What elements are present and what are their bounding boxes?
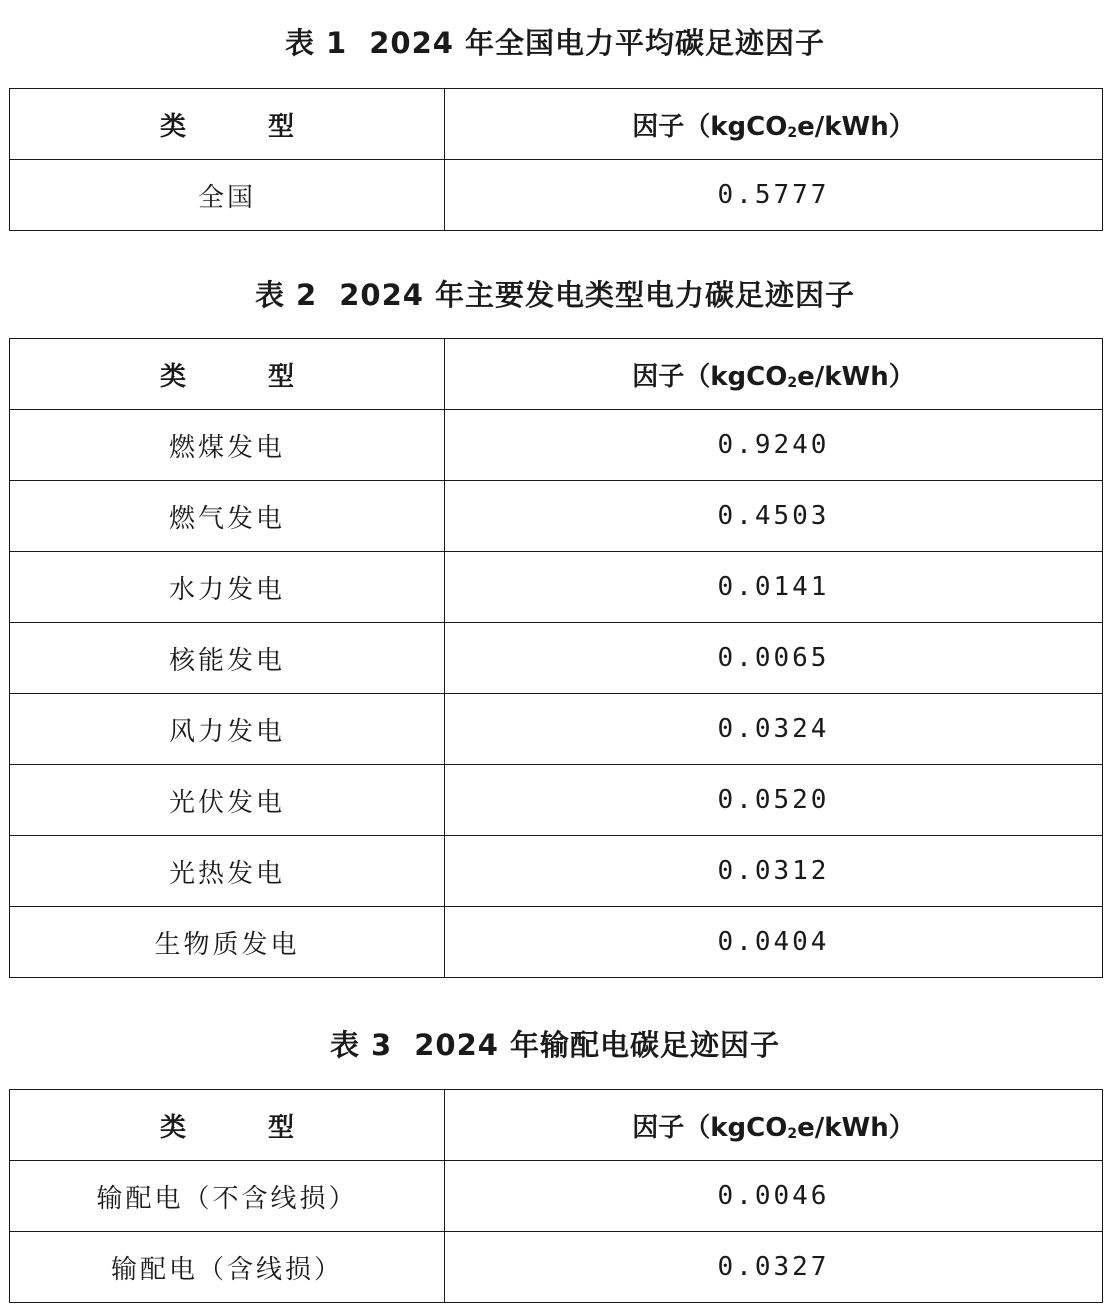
table-row: [10, 694, 1103, 765]
table-1-title: [0, 18, 1110, 68]
table-3-caption: 2024 年输配电碳足迹因子: [414, 1028, 781, 1062]
table-2: [9, 338, 1103, 978]
row-factor: 0.4503: [445, 481, 1103, 552]
row-factor: 0.0324: [445, 694, 1103, 765]
table-row: [10, 836, 1103, 907]
table-3-title: [0, 1020, 1110, 1070]
table-1: [9, 88, 1103, 231]
row-type: 水力发电: [10, 552, 445, 623]
row-factor: 0.0404: [445, 907, 1103, 978]
row-factor: 0.0046: [445, 1161, 1103, 1232]
table-3: [9, 1089, 1103, 1303]
table-header-row: [10, 1090, 1103, 1161]
row-factor: 0.0312: [445, 836, 1103, 907]
row-factor: 0.5777: [445, 160, 1103, 231]
table-row: [10, 623, 1103, 694]
table-header-row: [10, 89, 1103, 160]
table-2-caption: 2024 年主要发电类型电力碳足迹因子: [339, 278, 856, 312]
table-row: [10, 410, 1103, 481]
table-row: [10, 907, 1103, 978]
header-factor: 因子（kgCO$_2$e/kWh）: [445, 89, 1103, 160]
header-factor: 因子（kgCO$_2$e/kWh）: [445, 339, 1103, 410]
row-type: 生物质发电: [10, 907, 445, 978]
row-factor: 0.9240: [445, 410, 1103, 481]
table-row: [10, 1232, 1103, 1303]
row-type: 光伏发电: [10, 765, 445, 836]
table-row: [10, 160, 1103, 231]
table-row: [10, 765, 1103, 836]
table-3-label: 表 3: [329, 1028, 393, 1062]
table-row: [10, 552, 1103, 623]
row-factor: 0.0141: [445, 552, 1103, 623]
header-factor: 因子（kgCO$_2$e/kWh）: [445, 1090, 1103, 1161]
table-1-label: 表 1: [284, 26, 348, 60]
table-row: [10, 481, 1103, 552]
row-factor: 0.0327: [445, 1232, 1103, 1303]
row-type: 输配电（不含线损）: [10, 1161, 445, 1232]
row-type: 光热发电: [10, 836, 445, 907]
row-type: 风力发电: [10, 694, 445, 765]
row-factor: 0.0520: [445, 765, 1103, 836]
table-header-row: [10, 339, 1103, 410]
table-1-caption: 2024 年全国电力平均碳足迹因子: [369, 26, 826, 60]
table-2-label: 表 2: [254, 278, 318, 312]
row-type: 燃煤发电: [10, 410, 445, 481]
table-row: [10, 1161, 1103, 1232]
row-type: 全国: [10, 160, 445, 231]
row-factor: 0.0065: [445, 623, 1103, 694]
row-type: 核能发电: [10, 623, 445, 694]
row-type: 燃气发电: [10, 481, 445, 552]
table-2-title: [0, 270, 1110, 320]
header-type: 类 型: [10, 89, 445, 160]
row-type: 输配电（含线损）: [10, 1232, 445, 1303]
header-type: 类 型: [10, 339, 445, 410]
header-type: 类 型: [10, 1090, 445, 1161]
